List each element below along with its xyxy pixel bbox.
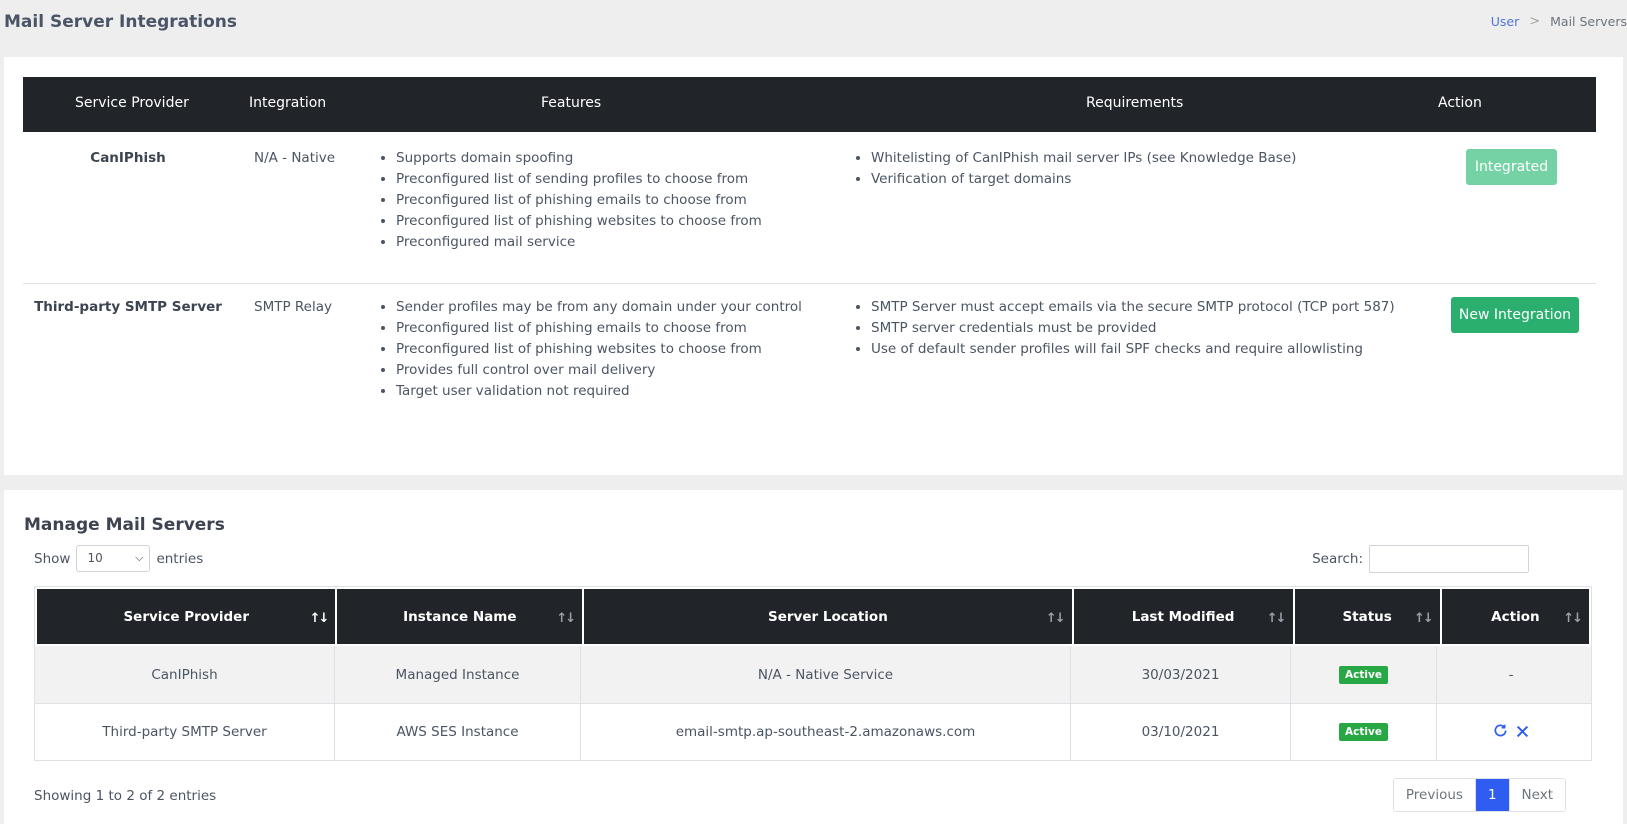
list-item: • Preconfigured list of phishing websites to choose from <box>396 211 762 232</box>
page-title: Mail Server Integrations <box>4 12 237 32</box>
integration-row-smtp <box>23 284 1596 444</box>
cell-modified: 03/10/2021 <box>1071 704 1291 760</box>
cell-status <box>1291 704 1437 760</box>
sort-icon: ↑↓ <box>1266 611 1285 626</box>
requirements-list <box>853 297 1395 360</box>
search-label: Search: <box>1312 551 1363 567</box>
sort-icon: ↑↓ <box>1045 611 1064 626</box>
sort-icon: ↑↓ <box>1413 611 1432 626</box>
column-header-service-provider[interactable] <box>37 589 335 644</box>
sort-icon: ↑↓ <box>1563 611 1581 626</box>
cell-action <box>1437 704 1585 760</box>
entries-select[interactable] <box>76 545 150 572</box>
list-item: • Preconfigured list of phishing emails to choose from <box>396 318 802 339</box>
table-info: Showing 1 to 2 of 2 entries <box>34 788 217 804</box>
list-item: • Preconfigured list of phishing websites to choose from <box>396 339 802 360</box>
table-row <box>35 646 1591 703</box>
list-item: • Preconfigured list of sending profiles to choose from <box>396 169 762 190</box>
cell-provider: Third-party SMTP Server <box>35 704 335 760</box>
column-header-last-modified[interactable] <box>1074 589 1293 644</box>
column-label: Server Location <box>768 608 888 625</box>
pagination-previous[interactable]: Previous <box>1394 779 1475 811</box>
list-item: • Verification of target domains <box>871 169 1296 190</box>
sort-icon: ↑↓ <box>556 611 575 626</box>
list-item: • Provides full control over mail delivery <box>396 360 802 381</box>
cell-provider: CanIPhish <box>35 646 335 703</box>
column-label: Instance Name <box>403 608 517 625</box>
col-integration: Integration <box>249 95 327 111</box>
page-header <box>0 0 1627 56</box>
features-list <box>378 148 762 253</box>
close-icon[interactable] <box>1516 723 1529 742</box>
cell-action: - <box>1508 666 1514 683</box>
column-label: Service Provider <box>123 608 249 625</box>
table-header <box>35 587 1591 646</box>
show-label: Show <box>34 550 71 567</box>
list-item: • Supports domain spoofing <box>396 148 762 169</box>
breadcrumb <box>1491 14 1627 29</box>
col-features: Features <box>541 95 602 111</box>
breadcrumb-separator-icon: > <box>1529 14 1541 29</box>
refresh-icon[interactable] <box>1493 723 1508 742</box>
entries-label: entries <box>156 550 204 567</box>
column-label: Action <box>1491 608 1540 625</box>
cell-instance: Managed Instance <box>335 646 581 703</box>
col-action: Action <box>1438 95 1482 111</box>
breadcrumb-user-link[interactable]: User <box>1490 14 1520 29</box>
search-control <box>1312 545 1529 573</box>
entries-select-value: 10 <box>87 551 103 565</box>
chevron-down-icon: ⌵ <box>135 551 144 564</box>
integration-type: SMTP Relay <box>254 299 332 315</box>
integrations-card <box>4 57 1623 475</box>
col-service-provider: Service Provider <box>75 95 189 111</box>
show-entries-control <box>34 545 203 572</box>
mail-servers-table <box>34 586 1592 761</box>
integration-type: N/A - Native <box>254 150 336 166</box>
section-title: Manage Mail Servers <box>24 515 225 535</box>
list-item: • SMTP server credentials must be provided <box>871 318 1395 339</box>
cell-modified: 30/03/2021 <box>1071 646 1291 703</box>
list-item: • Sender profiles may be from any domain under your control <box>396 297 802 318</box>
integrated-button[interactable]: Integrated <box>1466 149 1557 185</box>
new-integration-button[interactable]: New Integration <box>1451 297 1579 333</box>
pagination-page-1[interactable]: 1 <box>1475 779 1509 811</box>
cell-instance: AWS SES Instance <box>335 704 581 760</box>
list-item: • Whitelisting of CanIPhish mail server IPs (see Knowledge Base) <box>871 148 1296 169</box>
sort-icon: ↑↓ <box>309 611 328 626</box>
provider-name: Third-party SMTP Server <box>34 299 222 315</box>
requirements-list <box>853 148 1296 190</box>
pagination <box>1393 778 1566 812</box>
cell-status <box>1291 646 1437 703</box>
list-item: • Target user validation not required <box>396 381 802 402</box>
search-input[interactable] <box>1369 545 1529 573</box>
list-item: • SMTP Server must accept emails via the secure SMTP protocol (TCP port 587) <box>871 297 1395 318</box>
column-header-status[interactable] <box>1295 589 1440 644</box>
list-item: • Preconfigured list of phishing emails to choose from <box>396 190 762 211</box>
features-list <box>378 297 802 402</box>
pagination-next[interactable]: Next <box>1509 779 1565 811</box>
column-header-action[interactable] <box>1442 589 1589 644</box>
cell-location: N/A - Native Service <box>581 646 1071 703</box>
table-row <box>35 703 1591 760</box>
column-header-instance-name[interactable] <box>337 589 582 644</box>
manage-mail-servers-card <box>4 490 1623 824</box>
row-actions <box>1493 723 1529 742</box>
integrations-table-header <box>23 77 1596 132</box>
list-item: • Preconfigured mail service <box>396 232 762 253</box>
status-badge: Active <box>1339 666 1388 684</box>
column-label: Last Modified <box>1131 608 1235 625</box>
breadcrumb-current: Mail Servers <box>1550 14 1627 29</box>
column-header-server-location[interactable] <box>584 589 1071 644</box>
list-item: • Use of default sender profiles will fail SPF checks and require allowlisting <box>871 339 1395 360</box>
integration-row-caniphish <box>23 132 1596 284</box>
col-requirements: Requirements <box>1086 95 1184 111</box>
column-label: Status <box>1342 608 1392 625</box>
provider-name: CanIPhish <box>90 150 166 166</box>
cell-location: email-smtp.ap-southeast-2.amazonaws.com <box>581 704 1071 760</box>
status-badge: Active <box>1339 723 1388 741</box>
